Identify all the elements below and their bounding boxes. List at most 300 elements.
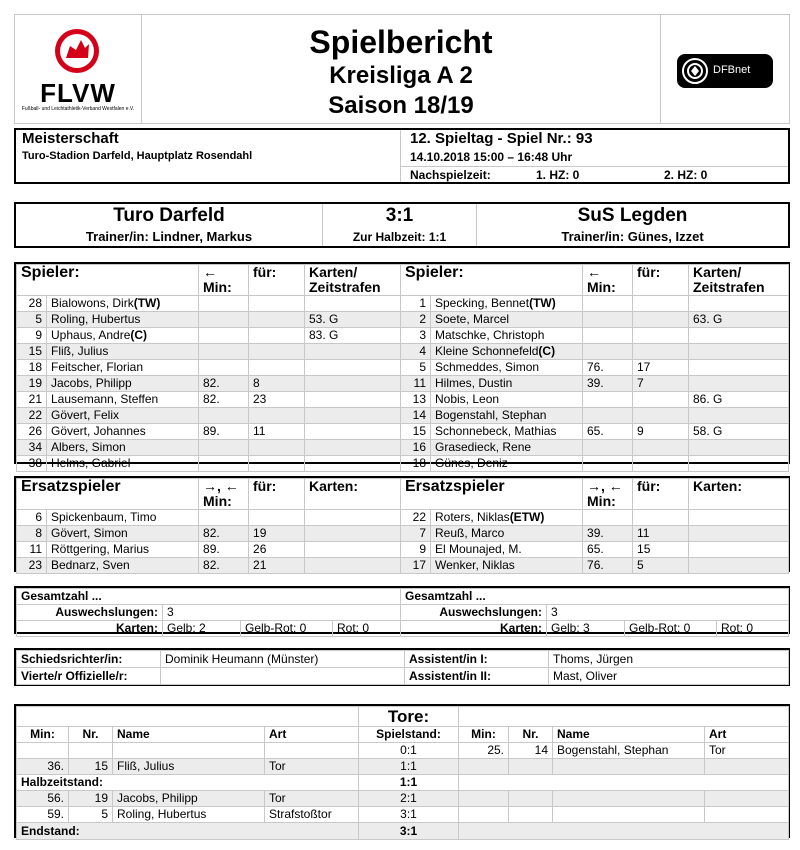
card-entry: 63. G: [689, 312, 789, 328]
away-team-name: SuS Legden: [577, 205, 688, 226]
table-header-row: [401, 479, 789, 510]
home-subs-table: [16, 478, 401, 574]
player-name: [47, 558, 199, 574]
player-role-tag: (ETW): [509, 510, 545, 524]
player-number: 11: [17, 542, 47, 558]
sub-for-number: 15: [633, 542, 689, 558]
player-name-text: Reuß, Marco: [435, 526, 505, 540]
player-row: [17, 408, 401, 424]
sub-for-number: [249, 456, 305, 472]
player-name: [431, 510, 583, 526]
substitutions-count: 3: [547, 605, 789, 621]
card-entry: [689, 558, 789, 574]
away-goal-type: [705, 759, 789, 775]
player-name-text: Lausemann, Steffen: [51, 392, 159, 406]
sub-for-number: 8: [249, 376, 305, 392]
home-goal-scorer: [113, 743, 265, 759]
home-totals-table: [16, 588, 401, 637]
divider: [400, 166, 788, 167]
match-datetime: 14.10.2018 15:00 – 16:48 Uhr: [410, 150, 573, 164]
officials-table: [16, 650, 789, 685]
player-number: 2: [401, 312, 431, 328]
card-entry: [305, 440, 401, 456]
player-name-text: Grasedieck, Rene: [435, 440, 532, 454]
player-row: [401, 360, 789, 376]
substitutions-count: 3: [163, 605, 401, 621]
referee-label: Schiedsrichter/in:: [17, 651, 161, 668]
column-header-minute: ← Min:: [199, 265, 249, 296]
player-row: [401, 542, 789, 558]
dfbnet-text: DFBnet: [713, 64, 751, 76]
sub-for-number: 9: [633, 424, 689, 440]
totals-title: Gesamtzahl ...: [401, 589, 789, 605]
column-header-type: Art: [265, 727, 359, 743]
table-header-row: [17, 265, 401, 296]
player-number: 1: [401, 296, 431, 312]
player-name: [47, 360, 199, 376]
column-header-players: Spieler:: [17, 265, 199, 296]
flvw-logo-subtext: Fußball- und Leichtathletik-Verband Westfalen e.V.: [21, 106, 135, 112]
sub-minute: 76.: [583, 360, 633, 376]
player-name: [431, 542, 583, 558]
player-row: [401, 408, 789, 424]
red-cards: Rot: 0: [333, 621, 401, 637]
column-header-minute: →, ← Min:: [583, 479, 633, 510]
sub-for-number: [633, 392, 689, 408]
sub-minute: [583, 510, 633, 526]
player-name: [431, 344, 583, 360]
cards-label: Karten:: [17, 621, 163, 637]
card-entry: [305, 360, 401, 376]
home-goal-minute: 59.: [17, 807, 69, 823]
sub-minute: [199, 440, 249, 456]
fourth-official-name: [161, 668, 405, 685]
running-score: 0:1: [359, 743, 459, 759]
home-goal-scorer: Fliß, Julius: [113, 759, 265, 775]
player-name-text: Helms, Gabriel: [51, 456, 131, 470]
home-lineup-table: [16, 264, 401, 472]
sub-minute: [583, 296, 633, 312]
final-label: Endstand:: [17, 823, 359, 840]
goal-row: [17, 759, 789, 775]
assistant2-label: Assistent/in II:: [405, 668, 549, 685]
sub-for-number: [249, 408, 305, 424]
player-number: 34: [17, 440, 47, 456]
column-header-for: für:: [249, 265, 305, 296]
player-number: 28: [17, 296, 47, 312]
totals-title: Gesamtzahl ...: [17, 589, 401, 605]
sub-minute: 89.: [199, 424, 249, 440]
card-entry: 58. G: [689, 424, 789, 440]
card-entry: [689, 510, 789, 526]
player-name: [431, 360, 583, 376]
spacer: [459, 707, 789, 727]
player-row: [17, 376, 401, 392]
running-score: 2:1: [359, 791, 459, 807]
player-name-text: Feitscher, Florian: [51, 360, 144, 374]
table-header-row: [17, 479, 401, 510]
sub-for-number: [249, 510, 305, 526]
sub-minute: 82.: [199, 376, 249, 392]
player-number: 5: [401, 360, 431, 376]
sub-for-number: [633, 328, 689, 344]
player-name: [431, 312, 583, 328]
player-number: 23: [17, 558, 47, 574]
home-goal-minute: 36.: [17, 759, 69, 775]
away-goal-minute: [459, 759, 509, 775]
column-header-players: Spieler:: [401, 265, 583, 296]
player-row: [17, 510, 401, 526]
player-row: [401, 344, 789, 360]
running-score: 3:1: [359, 807, 459, 823]
assistant2-name: Mast, Oliver: [549, 668, 789, 685]
player-row: [401, 296, 789, 312]
sub-minute: [199, 328, 249, 344]
sub-for-number: 11: [633, 526, 689, 542]
column-header-players: Ersatzspieler: [401, 479, 583, 510]
player-row: [17, 360, 401, 376]
substitutions-label: Auswechslungen:: [401, 605, 547, 621]
table-header-row: [401, 265, 789, 296]
sub-for-number: 11: [249, 424, 305, 440]
flvw-logo: [14, 14, 142, 124]
column-header-name: Name: [553, 727, 705, 743]
player-number: 17: [401, 558, 431, 574]
card-entry: [689, 376, 789, 392]
player-row: [401, 558, 789, 574]
card-entry: [689, 360, 789, 376]
player-number: 7: [401, 526, 431, 542]
away-goal-minute: [459, 807, 509, 823]
sub-minute: [583, 344, 633, 360]
away-goal-number: [509, 759, 553, 775]
player-row: [17, 296, 401, 312]
league-title: Kreisliga A 2: [329, 62, 473, 89]
player-name-text: Hilmes, Dustin: [435, 376, 513, 390]
sub-minute: [583, 456, 633, 472]
away-goal-number: [509, 807, 553, 823]
player-row: [17, 542, 401, 558]
dfb-eagle-icon: [681, 57, 709, 85]
player-number: 3: [401, 328, 431, 344]
column-header-cards: Karten/ Zeitstrafen: [305, 265, 401, 296]
player-number: 21: [17, 392, 47, 408]
player-name: [47, 424, 199, 440]
spacer: [459, 775, 789, 791]
column-header-for: für:: [633, 265, 689, 296]
player-name-text: Nobis, Leon: [435, 392, 500, 406]
player-row: [401, 328, 789, 344]
sub-for-number: 26: [249, 542, 305, 558]
card-entry: [689, 542, 789, 558]
card-entry: [305, 376, 401, 392]
away-goal-scorer: Bogenstahl, Stephan: [553, 743, 705, 759]
yellow-cards: Gelb: 3: [547, 621, 625, 637]
player-name: [431, 526, 583, 542]
totals-cards-row: [17, 621, 401, 637]
player-number: 18: [17, 360, 47, 376]
sub-for-number: [633, 456, 689, 472]
card-entry: [305, 344, 401, 360]
column-header-for: für:: [249, 479, 305, 510]
player-name: [47, 392, 199, 408]
sub-for-number: [633, 510, 689, 526]
sub-for-number: [633, 344, 689, 360]
totals-subs-row: [401, 605, 789, 621]
home-goal-scorer: Jacobs, Philipp: [113, 791, 265, 807]
competition: Meisterschaft: [22, 130, 119, 147]
sub-for-number: [633, 440, 689, 456]
yellow-cards: Gelb: 2: [163, 621, 241, 637]
player-name-text: Gövert, Simon: [51, 526, 128, 540]
home-goal-type: Strafstoßtor: [265, 807, 359, 823]
player-name: [431, 456, 583, 472]
sub-for-number: 19: [249, 526, 305, 542]
player-name-text: Wenker, Niklas: [435, 558, 515, 572]
sub-for-number: 17: [633, 360, 689, 376]
home-coach: Trainer/in: Lindner, Markus: [85, 229, 253, 244]
player-name-text: Bednarz, Sven: [51, 558, 130, 572]
away-goal-scorer: [553, 759, 705, 775]
card-entry: [305, 542, 401, 558]
sub-minute: [199, 344, 249, 360]
player-name-text: El Mounajed, M.: [435, 542, 522, 556]
sub-minute: [583, 440, 633, 456]
player-name-text: Bialowons, Dirk: [51, 296, 134, 310]
home-goal-type: Tor: [265, 791, 359, 807]
player-name-text: Albers, Simon: [51, 440, 126, 454]
player-name-text: Uphaus, Andre: [51, 328, 131, 342]
away-totals-table: [400, 588, 789, 637]
player-name: [47, 456, 199, 472]
card-entry: [305, 424, 401, 440]
away-goal-minute: 25.: [459, 743, 509, 759]
sub-minute: [199, 360, 249, 376]
player-row: [17, 344, 401, 360]
player-name: [47, 328, 199, 344]
flvw-crest-icon: [54, 24, 100, 78]
season-title: Saison 18/19: [328, 92, 474, 119]
player-row: [17, 558, 401, 574]
player-number: 22: [401, 510, 431, 526]
card-entry: [689, 440, 789, 456]
card-entry: [689, 328, 789, 344]
spacer: [17, 707, 359, 727]
player-name: [47, 408, 199, 424]
player-row: [401, 424, 789, 440]
player-role-tag: (TW): [529, 296, 556, 310]
halftime-score-value: 1:1: [359, 775, 459, 791]
player-role-tag: (C): [130, 328, 148, 342]
cards-label: Karten:: [401, 621, 547, 637]
away-goal-type: [705, 791, 789, 807]
player-number: 15: [401, 424, 431, 440]
sub-minute: 39.: [583, 376, 633, 392]
away-goal-minute: [459, 791, 509, 807]
away-lineup-table: [400, 264, 789, 472]
home-goal-minute: [17, 743, 69, 759]
card-entry: [305, 526, 401, 542]
yellow-red-cards: Gelb-Rot: 0: [241, 621, 333, 637]
player-name-text: Fliß, Julius: [51, 344, 109, 358]
home-goal-type: Tor: [265, 759, 359, 775]
matchday: 12. Spieltag - Spiel Nr.: 93: [410, 130, 593, 147]
player-row: [401, 510, 789, 526]
player-name: [431, 408, 583, 424]
player-name-text: Schonnebeck, Mathias: [435, 424, 557, 438]
halftime-score: Zur Halbzeit: 1:1: [352, 230, 447, 244]
player-number: 38: [17, 456, 47, 472]
away-coach: Trainer/in: Günes, Izzet: [561, 229, 704, 244]
column-header-minute: →, ← Min:: [199, 479, 249, 510]
player-name-text: Spickenbaum, Timo: [51, 510, 157, 524]
card-entry: [689, 296, 789, 312]
player-row: [401, 440, 789, 456]
player-number: 19: [17, 376, 47, 392]
player-name-text: Röttgering, Marius: [51, 542, 150, 556]
sub-minute: 65.: [583, 424, 633, 440]
running-score: 1:1: [359, 759, 459, 775]
column-header-players: Ersatzspieler: [17, 479, 199, 510]
player-number: 6: [17, 510, 47, 526]
card-entry: [305, 558, 401, 574]
player-name: [47, 440, 199, 456]
player-number: 11: [401, 376, 431, 392]
column-header-name: Name: [113, 727, 265, 743]
player-name: [47, 510, 199, 526]
halftime-label: Halbzeitstand:: [17, 775, 359, 791]
player-number: 13: [401, 392, 431, 408]
sub-minute: [199, 312, 249, 328]
player-number: 9: [17, 328, 47, 344]
player-name-text: Matschke, Christoph: [435, 328, 545, 342]
column-header-score: Spielstand:: [359, 727, 459, 743]
player-name: [47, 542, 199, 558]
player-row: [17, 328, 401, 344]
sub-minute: 82.: [199, 392, 249, 408]
card-entry: [689, 456, 789, 472]
away-goal-type: Tor: [705, 743, 789, 759]
player-name-text: Roters, Niklas: [435, 510, 510, 524]
player-name-text: Schmeddes, Simon: [435, 360, 540, 374]
player-name: [431, 376, 583, 392]
player-name: [47, 296, 199, 312]
sub-minute: 39.: [583, 526, 633, 542]
card-entry: 86. G: [689, 392, 789, 408]
player-name: [431, 392, 583, 408]
sub-minute: [199, 510, 249, 526]
page-title: Spielbericht: [309, 24, 493, 60]
player-name-text: Bogenstahl, Stephan: [435, 408, 547, 422]
sub-for-number: 7: [633, 376, 689, 392]
sub-for-number: [249, 360, 305, 376]
halftime-row: [17, 775, 789, 791]
column-header-cards: Karten:: [689, 479, 789, 510]
player-row: [17, 424, 401, 440]
player-number: 22: [17, 408, 47, 424]
totals-title-row: [401, 589, 789, 605]
column-header-cards: Karten/ Zeitstrafen: [689, 265, 789, 296]
player-name: [431, 296, 583, 312]
venue: Turo-Stadion Darfeld, Hauptplatz Rosendahl: [22, 150, 253, 162]
sub-for-number: [249, 296, 305, 312]
player-name: [47, 312, 199, 328]
sub-minute: 76.: [583, 558, 633, 574]
totals-subs-row: [17, 605, 401, 621]
column-header-for: für:: [633, 479, 689, 510]
player-row: [17, 456, 401, 472]
away-subs-table: [400, 478, 789, 574]
totals-title-row: [17, 589, 401, 605]
card-entry: [305, 392, 401, 408]
card-entry: [305, 408, 401, 424]
sub-for-number: 21: [249, 558, 305, 574]
card-entry: [689, 344, 789, 360]
home-goal-type: [265, 743, 359, 759]
player-row: [401, 456, 789, 472]
dfbnet-badge: [677, 54, 773, 88]
home-goal-number: 15: [69, 759, 113, 775]
player-name-text: Günes, Deniz: [435, 456, 508, 470]
home-goal-number: [69, 743, 113, 759]
sub-minute: 65.: [583, 542, 633, 558]
player-row: [17, 312, 401, 328]
player-row: [17, 392, 401, 408]
card-entry: [689, 526, 789, 542]
sub-minute: [583, 312, 633, 328]
player-row: [17, 526, 401, 542]
column-header-type: Art: [705, 727, 789, 743]
column-header-number: Nr.: [69, 727, 113, 743]
away-goal-number: 14: [509, 743, 553, 759]
card-entry: 83. G: [305, 328, 401, 344]
column-header-minute: Min:: [17, 727, 69, 743]
home-team-name: Turo Darfeld: [113, 205, 225, 226]
sub-minute: [199, 296, 249, 312]
final-row: [17, 823, 789, 840]
player-number: 15: [17, 344, 47, 360]
player-number: 14: [401, 408, 431, 424]
player-row: [401, 392, 789, 408]
goals-table: [16, 706, 789, 840]
sub-for-number: [633, 296, 689, 312]
column-header-cards: Karten:: [305, 479, 401, 510]
dfbnet-logo: [660, 14, 790, 124]
spacer: [459, 823, 789, 840]
player-row: [17, 440, 401, 456]
home-goal-minute: 56.: [17, 791, 69, 807]
totals-cards-row: [401, 621, 789, 637]
goal-row: [17, 743, 789, 759]
player-name: [47, 376, 199, 392]
player-name: [431, 440, 583, 456]
sub-for-number: [633, 408, 689, 424]
player-name-text: Soete, Marcel: [435, 312, 510, 326]
player-name-text: Specking, Bennet: [435, 296, 530, 310]
sub-for-number: 23: [249, 392, 305, 408]
player-number: 8: [17, 526, 47, 542]
player-row: [401, 312, 789, 328]
away-goal-scorer: [553, 807, 705, 823]
sub-minute: 82.: [199, 526, 249, 542]
sub-for-number: [249, 328, 305, 344]
player-number: 4: [401, 344, 431, 360]
sub-minute: 82.: [199, 558, 249, 574]
sub-minute: [583, 408, 633, 424]
stoppage-second-half: 2. HZ: 0: [664, 168, 708, 182]
sub-minute: [583, 392, 633, 408]
goals-title-row: [17, 707, 789, 727]
